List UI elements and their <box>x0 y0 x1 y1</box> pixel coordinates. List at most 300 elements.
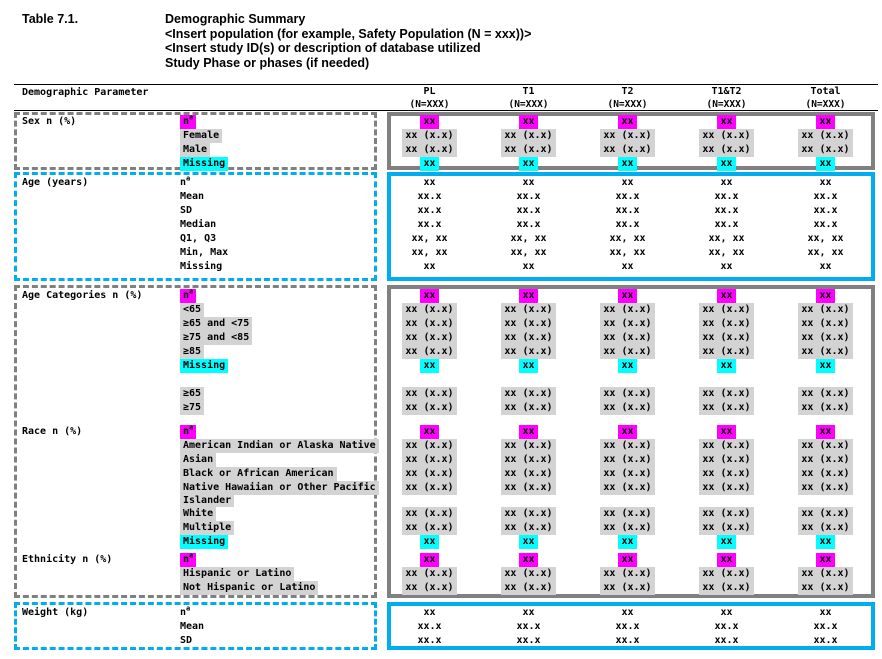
row-sublabel-cell <box>180 387 380 401</box>
data-cell-t1 <box>479 553 578 567</box>
data-value: xx, xx <box>510 247 547 258</box>
data-cell-t1 <box>479 620 578 634</box>
data-value: xx (x.x) <box>798 143 852 157</box>
row-values <box>380 373 875 387</box>
data-cell-t1 <box>479 129 578 143</box>
data-cell-total <box>776 481 875 495</box>
group-label-race <box>0 521 180 535</box>
table-row-sex-2 <box>0 143 882 157</box>
data-value: xx <box>816 157 834 171</box>
data-cell-t2 <box>578 204 677 218</box>
data-cell-t1 <box>479 387 578 401</box>
study-phase-line: Study Phase or phases (if needed) <box>165 55 370 70</box>
data-value: xx (x.x) <box>699 581 753 595</box>
row-sublabel-cell <box>180 331 380 345</box>
table-row-race-0 <box>0 425 882 439</box>
row-sublabel: $n^a$ <box>180 174 191 188</box>
data-value: xx (x.x) <box>501 331 555 345</box>
data-cell-t1 <box>479 634 578 648</box>
group-label-age_categories <box>0 373 180 387</box>
data-value: xx <box>816 535 834 549</box>
data-value: xx <box>621 261 634 272</box>
row-sublabel: ≥85 <box>180 345 204 359</box>
data-value: xx (x.x) <box>699 467 753 481</box>
row-values <box>380 387 875 401</box>
data-cell-total <box>776 535 875 549</box>
data-value: xx (x.x) <box>798 521 852 535</box>
data-value: xx <box>423 177 436 188</box>
data-value: xx <box>816 553 834 567</box>
data-value: xx <box>720 261 733 272</box>
data-cell-t2 <box>578 317 677 331</box>
group-label-age_categories <box>0 359 180 373</box>
data-cell-t1 <box>479 467 578 481</box>
group-label-weight <box>0 634 180 648</box>
data-value: xx <box>717 289 735 303</box>
table-row-sex-0 <box>0 115 882 129</box>
data-value: xx <box>420 359 438 373</box>
data-cell-t2 <box>578 246 677 260</box>
data-cell-total <box>776 467 875 481</box>
data-cell-t2 <box>578 553 677 567</box>
row-sublabel: ≥65 and <75 <box>180 317 252 331</box>
demographic-parameter-header: Demographic Parameter <box>22 87 149 98</box>
data-cell-t1 <box>479 606 578 620</box>
data-value: xx.x <box>417 219 442 230</box>
row-sublabel-cell <box>180 289 380 303</box>
data-value: xx <box>717 425 735 439</box>
data-value: xx (x.x) <box>600 303 654 317</box>
row-sublabel: Hispanic or Latino <box>180 567 294 581</box>
table-row-race-6 <box>0 507 882 521</box>
data-value: xx (x.x) <box>699 317 753 331</box>
table-row-age_categories-0 <box>0 289 882 303</box>
data-value: xx.x <box>813 635 838 646</box>
data-cell-t1t2 <box>677 157 776 171</box>
data-cell-t1 <box>479 359 578 373</box>
row-values <box>380 507 875 521</box>
group-label-race <box>0 507 180 521</box>
data-cell-t2 <box>578 157 677 171</box>
row-values <box>380 176 875 190</box>
data-value: xx, xx <box>411 247 448 258</box>
row-sublabel-cell <box>180 634 380 648</box>
data-cell-t1 <box>479 115 578 129</box>
data-value: xx (x.x) <box>699 481 753 495</box>
data-value: xx.x <box>813 191 838 202</box>
row-sublabel: SD <box>180 635 193 646</box>
data-cell-t1t2 <box>677 204 776 218</box>
row-sublabel: Black or African American <box>180 467 337 481</box>
data-cell-t1t2 <box>677 176 776 190</box>
row-sublabel-cell <box>180 425 380 439</box>
data-cell-pl <box>380 467 479 481</box>
row-sublabel-cell <box>180 507 380 521</box>
data-cell-t1 <box>479 317 578 331</box>
data-cell-total <box>776 176 875 190</box>
data-cell-t1 <box>479 246 578 260</box>
row-sublabel: Not Hispanic or Latino <box>180 581 318 595</box>
data-cell-t2 <box>578 289 677 303</box>
data-value: xx, xx <box>510 233 547 244</box>
data-cell-total <box>776 129 875 143</box>
data-value: xx <box>618 553 636 567</box>
data-value: xx, xx <box>708 233 745 244</box>
data-cell-t1t2 <box>677 620 776 634</box>
data-cell-total <box>776 425 875 439</box>
data-cell-t1t2 <box>677 359 776 373</box>
data-value: xx.x <box>714 621 739 632</box>
data-cell-total <box>776 303 875 317</box>
data-value: xx <box>519 115 537 129</box>
data-value: xx (x.x) <box>501 481 555 495</box>
data-value: xx (x.x) <box>402 521 456 535</box>
data-value: xx (x.x) <box>402 331 456 345</box>
row-sublabel: Missing <box>180 359 228 373</box>
row-sublabel-cell <box>180 317 380 331</box>
data-value: xx (x.x) <box>600 387 654 401</box>
data-cell-pl <box>380 535 479 549</box>
data-cell-t1 <box>479 345 578 359</box>
data-cell-t1t2 <box>677 606 776 620</box>
data-cell-t2 <box>578 143 677 157</box>
row-sublabel-cell <box>180 481 380 495</box>
data-value: xx (x.x) <box>501 387 555 401</box>
superscript-note: a <box>189 551 194 560</box>
data-cell-t1 <box>479 331 578 345</box>
data-cell-t1 <box>479 373 578 387</box>
group-label-sex <box>0 129 180 143</box>
row-sublabel-cell <box>180 373 380 387</box>
data-value: xx (x.x) <box>699 387 753 401</box>
data-value: xx (x.x) <box>600 143 654 157</box>
data-value: xx <box>420 289 438 303</box>
data-cell-pl <box>380 606 479 620</box>
data-value: xx (x.x) <box>600 521 654 535</box>
section-spacer <box>0 595 882 606</box>
data-cell-t2 <box>578 634 677 648</box>
data-value: xx.x <box>615 219 640 230</box>
column-header-pl: PL (N=XXX) <box>409 86 450 110</box>
row-sublabel: Missing <box>180 535 228 549</box>
data-value: xx (x.x) <box>501 521 555 535</box>
data-cell-t2 <box>578 232 677 246</box>
data-value: xx.x <box>714 191 739 202</box>
data-value: xx (x.x) <box>501 401 555 415</box>
data-cell-t1t2 <box>677 115 776 129</box>
data-value: xx (x.x) <box>402 401 456 415</box>
data-cell-total <box>776 495 875 507</box>
data-cell-t1t2 <box>677 535 776 549</box>
group-label-race <box>0 535 180 549</box>
row-values <box>380 218 875 232</box>
section-spacer <box>0 415 882 425</box>
data-value: xx <box>819 177 832 188</box>
row-values <box>380 246 875 260</box>
data-value: xx.x <box>813 205 838 216</box>
row-sublabel: Mean <box>180 191 205 202</box>
data-value: xx (x.x) <box>600 439 654 453</box>
data-cell-t2 <box>578 606 677 620</box>
data-cell-t2 <box>578 303 677 317</box>
data-cell-pl <box>380 303 479 317</box>
row-values <box>380 581 875 595</box>
data-cell-total <box>776 345 875 359</box>
row-values <box>380 453 875 467</box>
row-sublabel-cell <box>180 606 380 620</box>
row-sublabel-cell <box>180 246 380 260</box>
group-label-sex: Sex n (%) <box>22 116 77 127</box>
column-header-t1: T1 (N=XXX) <box>508 86 549 110</box>
table-row-age_categories-2 <box>0 317 882 331</box>
data-cell-total <box>776 260 875 274</box>
data-cell-pl <box>380 634 479 648</box>
data-cell-t2 <box>578 535 677 549</box>
row-values <box>380 606 875 620</box>
group-label-age_categories <box>0 387 180 401</box>
data-cell-total <box>776 190 875 204</box>
insert-population-line: <Insert population (for example, Safety Population (N = xxx))> <box>165 26 532 41</box>
row-sublabel-cell <box>180 204 380 218</box>
data-value: xx (x.x) <box>402 439 456 453</box>
data-value: xx.x <box>813 621 838 632</box>
data-value: xx <box>423 261 436 272</box>
row-sublabel-cell <box>180 218 380 232</box>
group-label-race <box>0 495 180 507</box>
table-row-race-3 <box>0 467 882 481</box>
data-cell-t1 <box>479 143 578 157</box>
data-cell-t2 <box>578 495 677 507</box>
group-label-ethnicity: Ethnicity n (%) <box>22 554 113 565</box>
data-cell-t1 <box>479 157 578 171</box>
data-cell-t2 <box>578 401 677 415</box>
data-cell-t2 <box>578 176 677 190</box>
data-cell-t1t2 <box>677 303 776 317</box>
group-label-race <box>0 467 180 481</box>
data-cell-t1 <box>479 176 578 190</box>
table-row-ethnicity-1 <box>0 567 882 581</box>
data-cell-total <box>776 439 875 453</box>
data-cell-t2 <box>578 387 677 401</box>
data-value: xx (x.x) <box>501 467 555 481</box>
table-row-age_categories-6 <box>0 373 882 387</box>
data-value: xx (x.x) <box>798 345 852 359</box>
row-values <box>380 634 875 648</box>
data-value: xx.x <box>516 621 541 632</box>
data-value: xx.x <box>615 205 640 216</box>
data-value: xx (x.x) <box>798 401 852 415</box>
data-value: xx (x.x) <box>699 507 753 521</box>
data-value: xx <box>717 359 735 373</box>
data-value: xx (x.x) <box>600 401 654 415</box>
data-value: xx (x.x) <box>699 453 753 467</box>
data-value: xx <box>618 535 636 549</box>
data-cell-total <box>776 620 875 634</box>
data-cell-pl <box>380 567 479 581</box>
data-cell-total <box>776 143 875 157</box>
data-cell-total <box>776 507 875 521</box>
row-values <box>380 345 875 359</box>
data-value: xx (x.x) <box>402 567 456 581</box>
data-cell-t1 <box>479 521 578 535</box>
row-values <box>380 115 875 129</box>
data-value: xx (x.x) <box>501 581 555 595</box>
row-sublabel-cell <box>180 521 380 535</box>
data-cell-t2 <box>578 581 677 595</box>
table-row-age-0 <box>0 176 882 190</box>
data-value: xx (x.x) <box>798 439 852 453</box>
table-row-age_categories-7 <box>0 387 882 401</box>
table-number: Table 7.1. <box>22 12 79 26</box>
row-sublabel-cell <box>180 260 380 274</box>
data-value: xx <box>618 157 636 171</box>
data-cell-t1 <box>479 303 578 317</box>
group-label-age <box>0 204 180 218</box>
table-row-ethnicity-0 <box>0 553 882 567</box>
row-sublabel: Multiple <box>180 521 234 535</box>
data-cell-t2 <box>578 331 677 345</box>
data-value: xx <box>816 359 834 373</box>
data-value: xx <box>522 261 535 272</box>
data-value: xx <box>618 425 636 439</box>
data-cell-t1t2 <box>677 401 776 415</box>
data-cell-total <box>776 218 875 232</box>
group-label-weight <box>0 620 180 634</box>
data-cell-t1t2 <box>677 331 776 345</box>
group-label-sex <box>0 157 180 171</box>
data-cell-t1t2 <box>677 129 776 143</box>
table-row-age_categories-5 <box>0 359 882 373</box>
table-row-race-5 <box>0 495 882 507</box>
data-value: xx.x <box>714 635 739 646</box>
data-value: xx <box>720 177 733 188</box>
data-cell-t2 <box>578 129 677 143</box>
data-cell-total <box>776 401 875 415</box>
data-value: xx <box>519 359 537 373</box>
data-cell-total <box>776 373 875 387</box>
data-cell-total <box>776 521 875 535</box>
data-cell-t2 <box>578 439 677 453</box>
data-value: xx <box>519 535 537 549</box>
data-value: xx.x <box>813 219 838 230</box>
table-row-age_categories-1 <box>0 303 882 317</box>
row-sublabel: <65 <box>180 303 204 317</box>
table-row-weight-1 <box>0 620 882 634</box>
data-value: xx (x.x) <box>402 317 456 331</box>
data-cell-t2 <box>578 218 677 232</box>
row-sublabel: Missing <box>180 157 228 171</box>
table-body <box>0 112 882 648</box>
row-values <box>380 289 875 303</box>
data-value: xx (x.x) <box>600 345 654 359</box>
data-value: xx.x <box>516 191 541 202</box>
data-value: xx (x.x) <box>402 387 456 401</box>
data-value: xx (x.x) <box>402 581 456 595</box>
group-label-weight: Weight (kg) <box>22 607 89 618</box>
row-sublabel-cell <box>180 143 380 157</box>
group-label-age_categories: Age Categories n (%) <box>22 290 143 301</box>
data-value: xx (x.x) <box>600 453 654 467</box>
table-title: Demographic Summary <box>165 12 306 26</box>
table-row-age-1 <box>0 190 882 204</box>
row-sublabel: Asian <box>180 453 216 467</box>
data-value: xx <box>519 157 537 171</box>
data-cell-total <box>776 246 875 260</box>
row-values <box>380 129 875 143</box>
data-value: xx.x <box>615 635 640 646</box>
row-sublabel-cell <box>180 157 380 171</box>
data-value: xx (x.x) <box>402 467 456 481</box>
row-sublabel: $n^a$ <box>180 553 196 567</box>
row-values <box>380 620 875 634</box>
data-value: xx (x.x) <box>798 387 852 401</box>
row-sublabel-cell <box>180 620 380 634</box>
data-cell-total <box>776 567 875 581</box>
data-cell-t1 <box>479 260 578 274</box>
row-sublabel: Female <box>180 129 222 143</box>
data-cell-t1t2 <box>677 143 776 157</box>
data-value: xx (x.x) <box>600 331 654 345</box>
table-row-race-1 <box>0 439 882 453</box>
group-label-age <box>0 190 180 204</box>
column-headers <box>380 86 875 111</box>
data-cell-pl <box>380 553 479 567</box>
row-sublabel-cell <box>180 401 380 415</box>
data-cell-t1t2 <box>677 581 776 595</box>
data-cell-pl <box>380 359 479 373</box>
group-label-age_categories <box>0 331 180 345</box>
group-label-ethnicity <box>0 567 180 581</box>
row-sublabel-cell <box>180 567 380 581</box>
row-values <box>380 535 875 549</box>
data-value: xx.x <box>516 219 541 230</box>
row-values <box>380 553 875 567</box>
data-value: xx (x.x) <box>501 345 555 359</box>
data-cell-t1t2 <box>677 634 776 648</box>
data-value: xx (x.x) <box>798 317 852 331</box>
table-title-block <box>165 12 531 70</box>
data-cell-total <box>776 581 875 595</box>
data-cell-t1t2 <box>677 553 776 567</box>
data-value: xx (x.x) <box>600 567 654 581</box>
row-values <box>380 359 875 373</box>
data-value: xx.x <box>417 635 442 646</box>
row-values <box>380 521 875 535</box>
data-cell-pl <box>380 317 479 331</box>
row-sublabel-cell <box>180 176 380 190</box>
row-sublabel-cell <box>180 467 380 481</box>
row-values <box>380 157 875 171</box>
data-value: xx <box>522 177 535 188</box>
data-cell-t1t2 <box>677 467 776 481</box>
data-cell-total <box>776 157 875 171</box>
data-cell-total <box>776 606 875 620</box>
row-sublabel-cell <box>180 303 380 317</box>
data-value: xx (x.x) <box>798 331 852 345</box>
data-value: xx <box>522 607 535 618</box>
data-cell-pl <box>380 246 479 260</box>
table-row-age-3 <box>0 218 882 232</box>
group-label-age <box>0 232 180 246</box>
row-sublabel-cell <box>180 359 380 373</box>
data-value: xx.x <box>516 635 541 646</box>
row-sublabel-cell <box>180 190 380 204</box>
data-cell-t1 <box>479 453 578 467</box>
data-cell-pl <box>380 129 479 143</box>
row-values <box>380 204 875 218</box>
row-sublabel: Median <box>180 219 217 230</box>
data-cell-pl <box>380 507 479 521</box>
